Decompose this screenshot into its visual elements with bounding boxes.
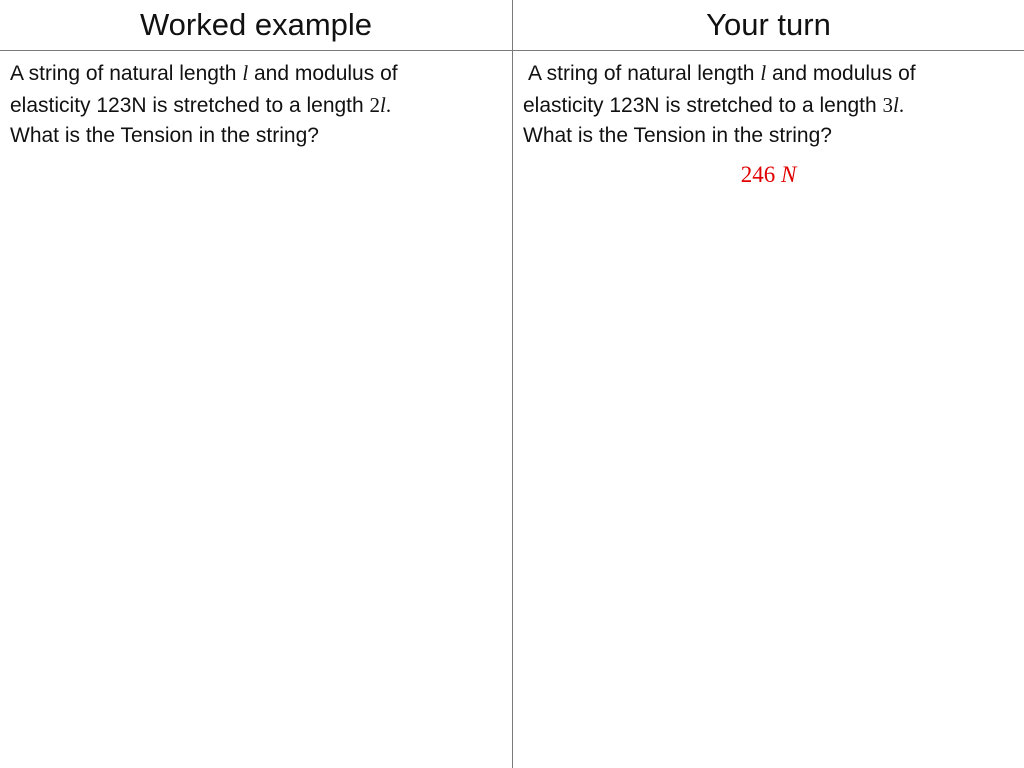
math-number: 2 — [369, 92, 381, 117]
column-divider — [512, 0, 513, 768]
question-text: . — [898, 92, 905, 117]
answer-value: 246 — [740, 162, 776, 187]
math-variable: l — [893, 92, 899, 117]
question-text: elasticity 123N is stretched to a length — [523, 93, 883, 117]
math-number: 3 — [882, 92, 894, 117]
your-turn-question — [523, 58, 1018, 152]
worked-example-question — [10, 58, 505, 152]
question-line — [10, 58, 505, 90]
your-turn-heading: Your turn — [706, 7, 831, 42]
question-text: and modulus of — [248, 62, 398, 85]
your-turn-answer — [513, 162, 1024, 188]
question-text: A string of natural length — [10, 62, 243, 85]
question-text: and modulus of — [766, 62, 916, 85]
math-variable: l — [380, 92, 386, 117]
question-line: What is the Tension in the string? — [10, 124, 319, 147]
question-line — [10, 90, 505, 122]
question-text: elasticity 123N is stretched to a length — [10, 93, 370, 117]
question-text: A string of natural length — [528, 62, 761, 85]
question-line — [523, 90, 1018, 122]
question-line — [523, 58, 1018, 90]
worked-example-heading: Worked example — [139, 7, 373, 42]
question-text: . — [385, 92, 392, 117]
answer-unit: N — [780, 162, 797, 187]
question-line: What is the Tension in the string? — [523, 124, 832, 147]
math-variable: l — [760, 61, 767, 85]
math-variable: l — [242, 61, 249, 85]
